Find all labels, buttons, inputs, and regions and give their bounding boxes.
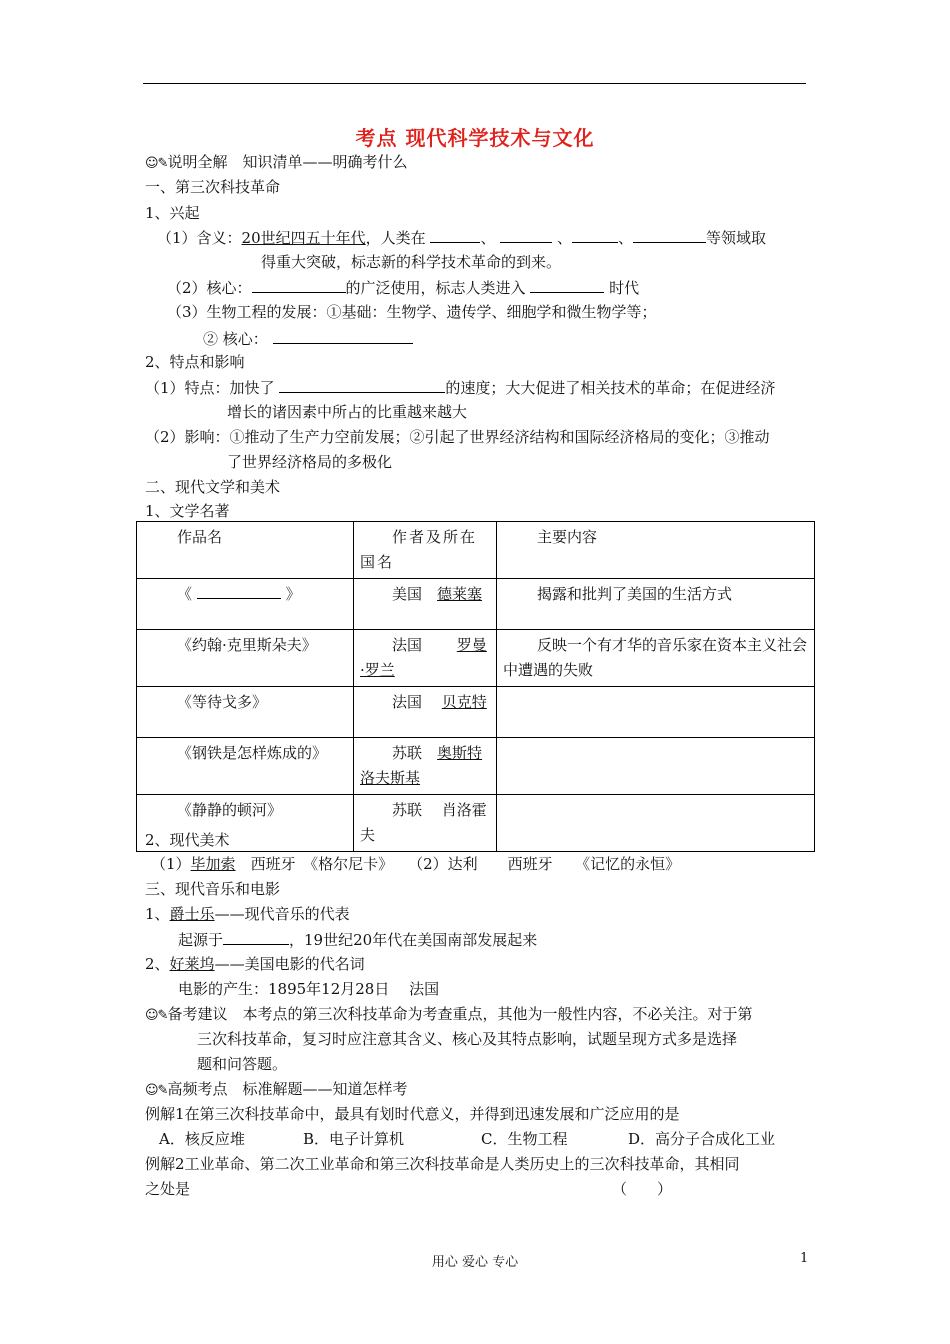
author-cell: 苏联 奥斯特洛夫斯基 [354,738,497,795]
option-c[interactable]: C．生物工程 [481,1130,568,1148]
work-cell: 《钢铁是怎样炼成的》 [137,738,354,795]
blank-field[interactable] [273,328,413,344]
work-cell: 《静静的顿河》 [137,795,354,852]
definition-line-2: 得重大突破，标志新的科学技术革命的到来。 [261,253,562,271]
content-cell [497,687,815,738]
author-cell: 苏联 肖洛霍夫 [354,795,497,852]
film-origin-line: 电影的产生：1895年12月28日 法国 [178,980,440,998]
content-cell [497,795,815,852]
table-header-row [137,522,815,579]
section-1-heading: 一、第三次科技革命 [145,178,281,196]
header-content: 主要内容 [497,522,815,579]
author-cell: 法国 罗曼·罗兰 [354,630,497,687]
page-number: 1 [800,1251,809,1266]
explain-heading: ☺✎说明全解 知识清单——明确考什么 [145,153,408,171]
option-a[interactable]: A．核反应堆 [159,1130,245,1148]
blank-field[interactable] [279,377,445,393]
decor-icon: ☺✎ [145,156,168,171]
features-line: （1）特点：加快了 的速度；大大促进了相关技术的革命；在促进经济 [145,379,776,397]
work-cell: 《约翰·克里斯朵夫》 [137,630,354,687]
jazz-origin-line: 起源于 ，19世纪20年代在美国南部发展起来 [178,931,538,949]
decor-icon: ☺✎ [145,1083,168,1098]
blank-field[interactable] [223,929,289,945]
blank-field[interactable] [197,583,281,599]
blank-field[interactable] [500,227,552,243]
frequent-heading: ☺✎高频考点 标准解题——知道怎样考 [145,1080,408,1098]
influence-line-2: 了世界经济格局的多极化 [227,453,393,471]
content-cell: 反映一个有才华的音乐家在资本主义社会中遭遇的失败 [497,630,815,687]
content-cell: 揭露和批判了美国的生活方式 [497,579,815,630]
literature-table [136,521,815,852]
advice-line: ☺✎备考建议 本考点的第三次科技革命为考查重点，其他为一般性内容，不必关注。对于第 [145,1005,753,1023]
bio-core-line: ② 核心： [203,328,413,349]
example-2: 例解2工业革命、第二次工业革命和第三次科技革命是人类历史上的三次科技革命，其相同 [145,1155,740,1173]
table-row [137,579,815,630]
definition-line: （1）含义：20世纪四五十年代，人类在 、 、 、 等领域取 [157,229,767,247]
blank-field[interactable] [252,277,346,293]
blank-field[interactable] [430,227,480,243]
content-cell [497,738,815,795]
advice-line-2: 三次科技革命，复习时应注意其含义、核心及其特点影响，试题呈现方式多是选择 [197,1030,738,1048]
bio-line: （3）生物工程的发展：①基础：生物学、遗传学、细胞学和微生物学等； [167,303,657,321]
table-row [137,630,815,687]
blank-field[interactable] [572,227,618,243]
section-3-heading: 三、现代音乐和电影 [145,880,281,898]
section-2-heading: 二、现代文学和美术 [145,478,281,496]
subsection-literature: 1、文学名著 [145,502,230,520]
table-row [137,738,815,795]
example-2-line-2: 之处是 [145,1180,191,1198]
decor-icon: ☺✎ [145,1008,168,1023]
hollywood-line: 2、好莱坞——美国电影的代名词 [145,955,365,973]
blank-field[interactable] [633,227,706,243]
header-work: 作品名 [137,522,354,579]
art-line: （1）毕加索 西班牙 《格尔尼卡》 （2）达利 西班牙 《记忆的永恒》 [151,855,681,873]
header-author: 作者及所在国名 [354,522,497,579]
page-footer: 用心 爱心 专心 [431,1255,519,1270]
advice-line-3: 题和问答题。 [197,1055,288,1073]
blank-field[interactable] [530,277,604,293]
author-cell: 法国 贝克特 [354,687,497,738]
answer-parentheses[interactable]: （ ） [612,1180,673,1198]
option-d[interactable]: D．高分子合成化工业 [628,1130,776,1148]
subsection-features: 2、特点和影响 [145,353,245,371]
example-1: 例解1在第三次科技革命中，最具有划时代意义，并得到迅速发展和广泛应用的是 [145,1105,680,1123]
features-line-2: 增长的诸因素中所占的比重越来越大 [227,403,468,421]
work-cell: 《等待戈多》 [137,687,354,738]
option-b[interactable]: B．电子计算机 [303,1130,405,1148]
subsection-art: 2、现代美术 [145,831,230,849]
table-row [137,687,815,738]
table-row [137,795,815,852]
core-line: （2）核心： 的广泛使用，标志人类进入 时代 [167,279,640,297]
work-cell: 《 》 [137,579,354,630]
influence-line: （2）影响：①推动了生产力空前发展；②引起了世界经济结构和国际经济格局的变化；③推动 [145,428,770,446]
page-title: 考点 现代科学技术与文化 [355,126,595,150]
jazz-line: 1、爵士乐——现代音乐的代表 [145,905,350,923]
header-rule [143,83,806,84]
author-cell: 美国 德莱塞 [354,579,497,630]
subsection-rise: 1、兴起 [145,204,200,222]
